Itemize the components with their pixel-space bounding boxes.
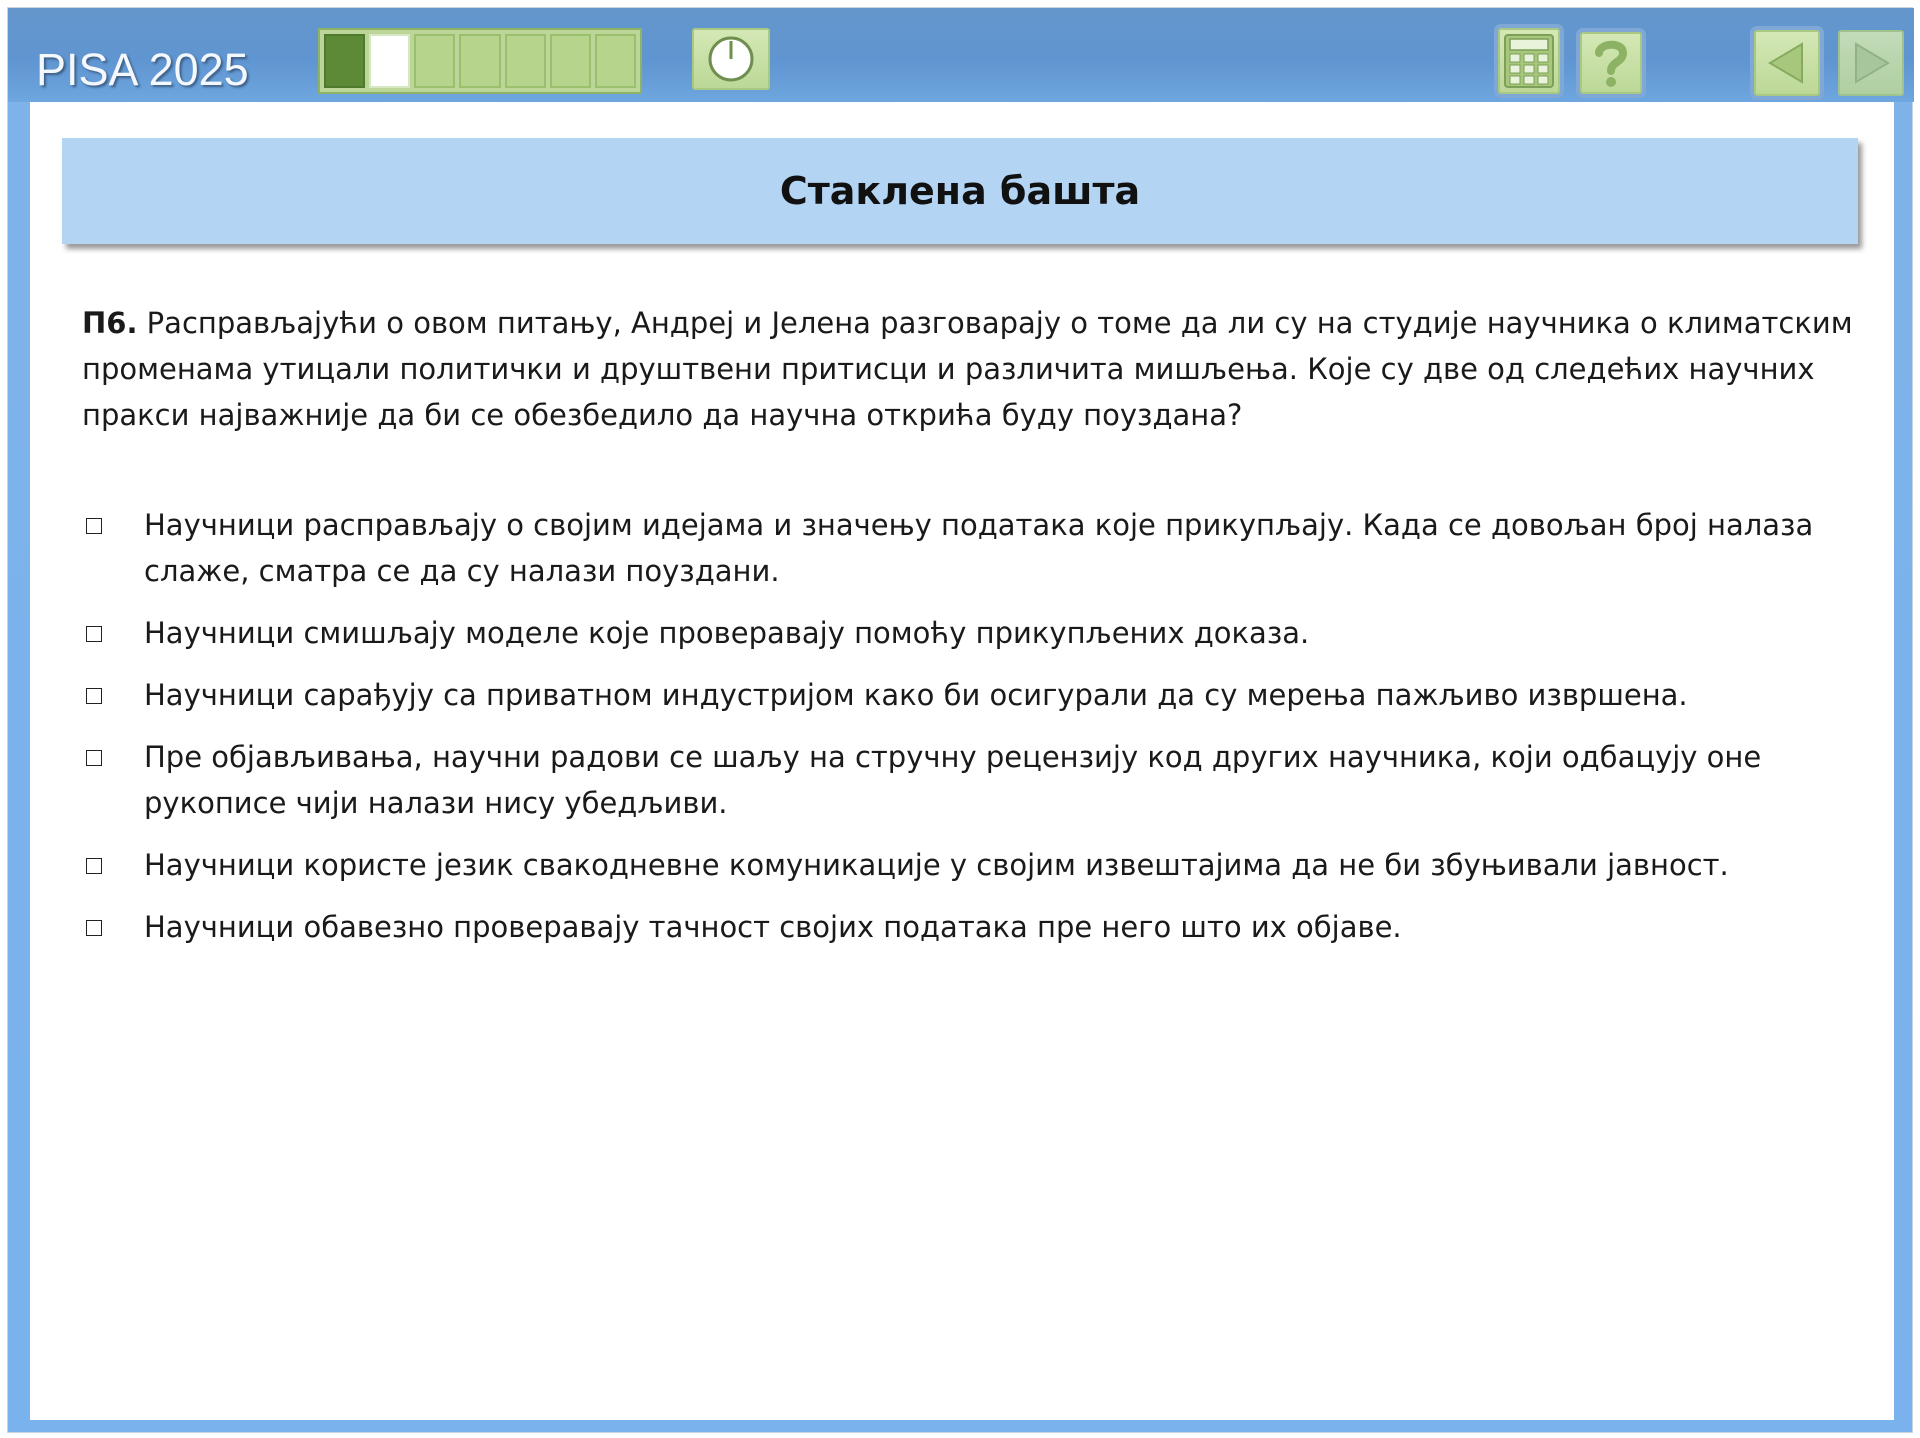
- unit-title: Стаклена башта: [779, 169, 1141, 213]
- back-button[interactable]: [1754, 30, 1820, 96]
- option-label[interactable]: Научници смишљају моделе које проверавају помоћу прикупљених доказа.: [144, 616, 1310, 650]
- unit-title-bar: [62, 138, 1858, 244]
- answer-option[interactable]: [82, 842, 1862, 888]
- option-label[interactable]: Научници расправљају о својим идејама и значењу података које прикупљају. Када се довољан број налаза слаже, сматра се да су налази поуздани.: [144, 508, 1814, 588]
- question-text: [82, 300, 1862, 438]
- answer-option[interactable]: [82, 672, 1862, 718]
- progress-segment: [369, 34, 410, 88]
- answer-options: [82, 502, 1862, 966]
- option-label[interactable]: Пре објављивања, научни радови се шаљу на стручну рецензију код других научника, који одбацују оне рукописе чији налази нису убедљиви.: [144, 740, 1762, 820]
- progress-segment: [414, 34, 455, 88]
- content-panel: [30, 102, 1894, 1420]
- checkbox[interactable]: [86, 858, 102, 874]
- option-label[interactable]: Научници користе језик свакодневне комуникације у својим извештајима да не би збуњивали јавност.: [144, 848, 1729, 882]
- answer-option[interactable]: [82, 904, 1862, 950]
- app-frame: [7, 7, 1913, 1433]
- checkbox[interactable]: [86, 920, 102, 936]
- answer-option[interactable]: [82, 502, 1862, 594]
- pisa-logo: PISA 2025: [36, 44, 249, 95]
- checkbox[interactable]: [86, 750, 102, 766]
- progress-segment: [324, 34, 365, 88]
- timer-button[interactable]: [692, 28, 770, 90]
- arrow-right-icon: [1846, 38, 1896, 88]
- checkbox[interactable]: [86, 518, 102, 534]
- progress-segment: [459, 34, 500, 88]
- calculator-button[interactable]: [1498, 28, 1560, 94]
- help-button[interactable]: [1580, 32, 1642, 94]
- option-label[interactable]: Научници обавезно проверавају тачност својих података пре него што их објаве.: [144, 910, 1402, 944]
- answer-option[interactable]: [82, 610, 1862, 656]
- calculator-icon: [1503, 33, 1555, 89]
- clock-icon: [706, 34, 756, 84]
- answer-option[interactable]: [82, 734, 1862, 826]
- checkbox[interactable]: [86, 688, 102, 704]
- progress-segment: [505, 34, 546, 88]
- option-label[interactable]: Научници сарађују са приватном индустријом како би осигурали да су мерења пажљиво извршена.: [144, 678, 1688, 712]
- help-icon: [1589, 37, 1633, 89]
- question-number: П6.: [82, 306, 138, 340]
- progress-segment: [595, 34, 636, 88]
- arrow-left-icon: [1762, 38, 1812, 88]
- progress-bar: [318, 28, 642, 94]
- top-toolbar: [8, 8, 1914, 102]
- checkbox[interactable]: [86, 626, 102, 642]
- next-button[interactable]: [1838, 30, 1904, 96]
- progress-segment: [550, 34, 591, 88]
- question-body: Расправљајући о овом питању, Андреј и Јелена разговарају о томе да ли су на студије научника о климатским променама утицали политички и друштвени притисци и различита мишљења. Које су две од следећих научних пракси најважније да би се обезбедило да научна открића буду поуздана?: [82, 306, 1853, 432]
